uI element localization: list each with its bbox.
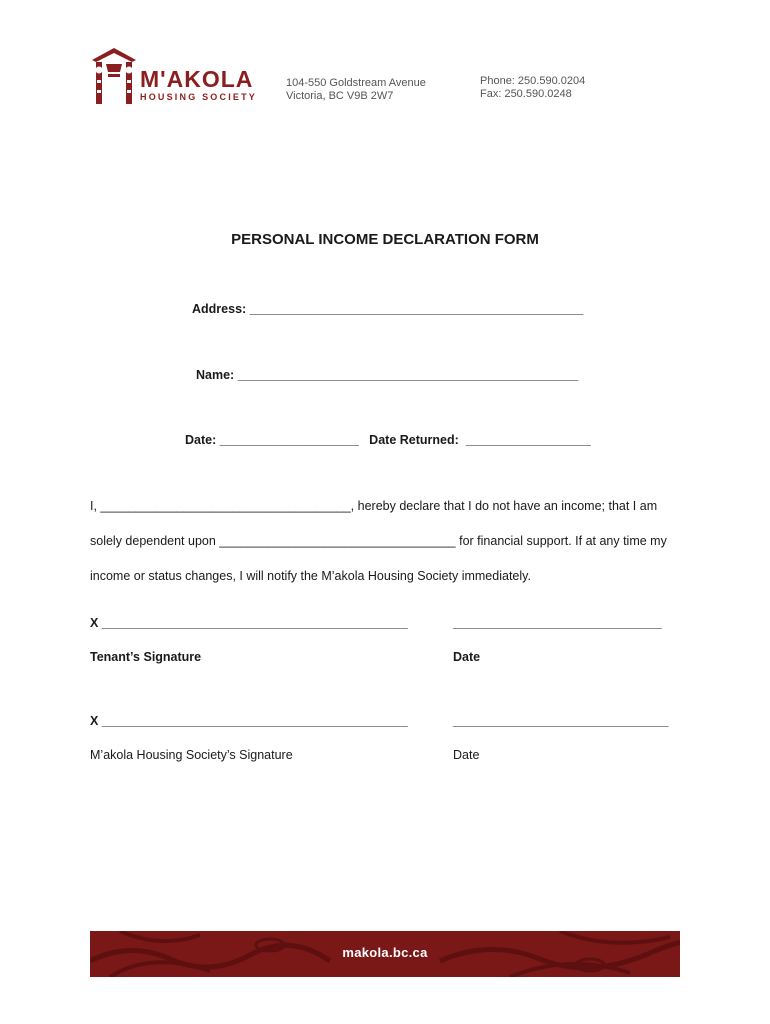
name-field[interactable]: Name: _________________________________________________	[196, 368, 579, 382]
declaration-line-1: I, ____________________________________, hereby declare that I do not have an income; that I am	[90, 499, 658, 513]
org-subtitle: HOUSING SOCIETY	[140, 92, 258, 102]
date-fields[interactable]: Date: ____________________ Date Returned: __________________	[185, 433, 591, 447]
address-line-2: Victoria, BC V9B 2W7	[286, 90, 394, 102]
tenant-signature-line[interactable]: X ____________________________________________	[90, 616, 408, 630]
declaration-line-3: income or status changes, I will notify the M’akola Housing Society immediately.	[90, 569, 531, 583]
makola-logo-icon	[90, 46, 138, 106]
society-date-label: Date	[453, 748, 480, 762]
org-name: M'AKOLA	[140, 66, 254, 92]
society-signature-line[interactable]: X ____________________________________________	[90, 714, 408, 728]
fax-number: Fax: 250.590.0248	[480, 88, 572, 100]
society-signature-label: M’akola Housing Society’s Signature	[90, 748, 293, 762]
society-date-line[interactable]: _______________________________	[453, 714, 669, 728]
tenant-signature-label: Tenant’s Signature	[90, 650, 202, 664]
address-line-1: 104-550 Goldstream Avenue	[286, 77, 426, 89]
declaration-line-2: solely dependent upon __________________________________ for financial support. If at any time my	[90, 534, 667, 548]
phone-number: Phone: 250.590.0204	[480, 75, 586, 87]
footer-band	[90, 931, 680, 977]
footer-website-link[interactable]: makola.bc.ca	[342, 945, 428, 960]
form-title: PERSONAL INCOME DECLARATION FORM	[231, 231, 539, 248]
tenant-date-label: Date	[453, 650, 481, 664]
tenant-date-line[interactable]: ______________________________	[453, 616, 662, 630]
address-field[interactable]: Address: ________________________________________________	[192, 302, 584, 316]
